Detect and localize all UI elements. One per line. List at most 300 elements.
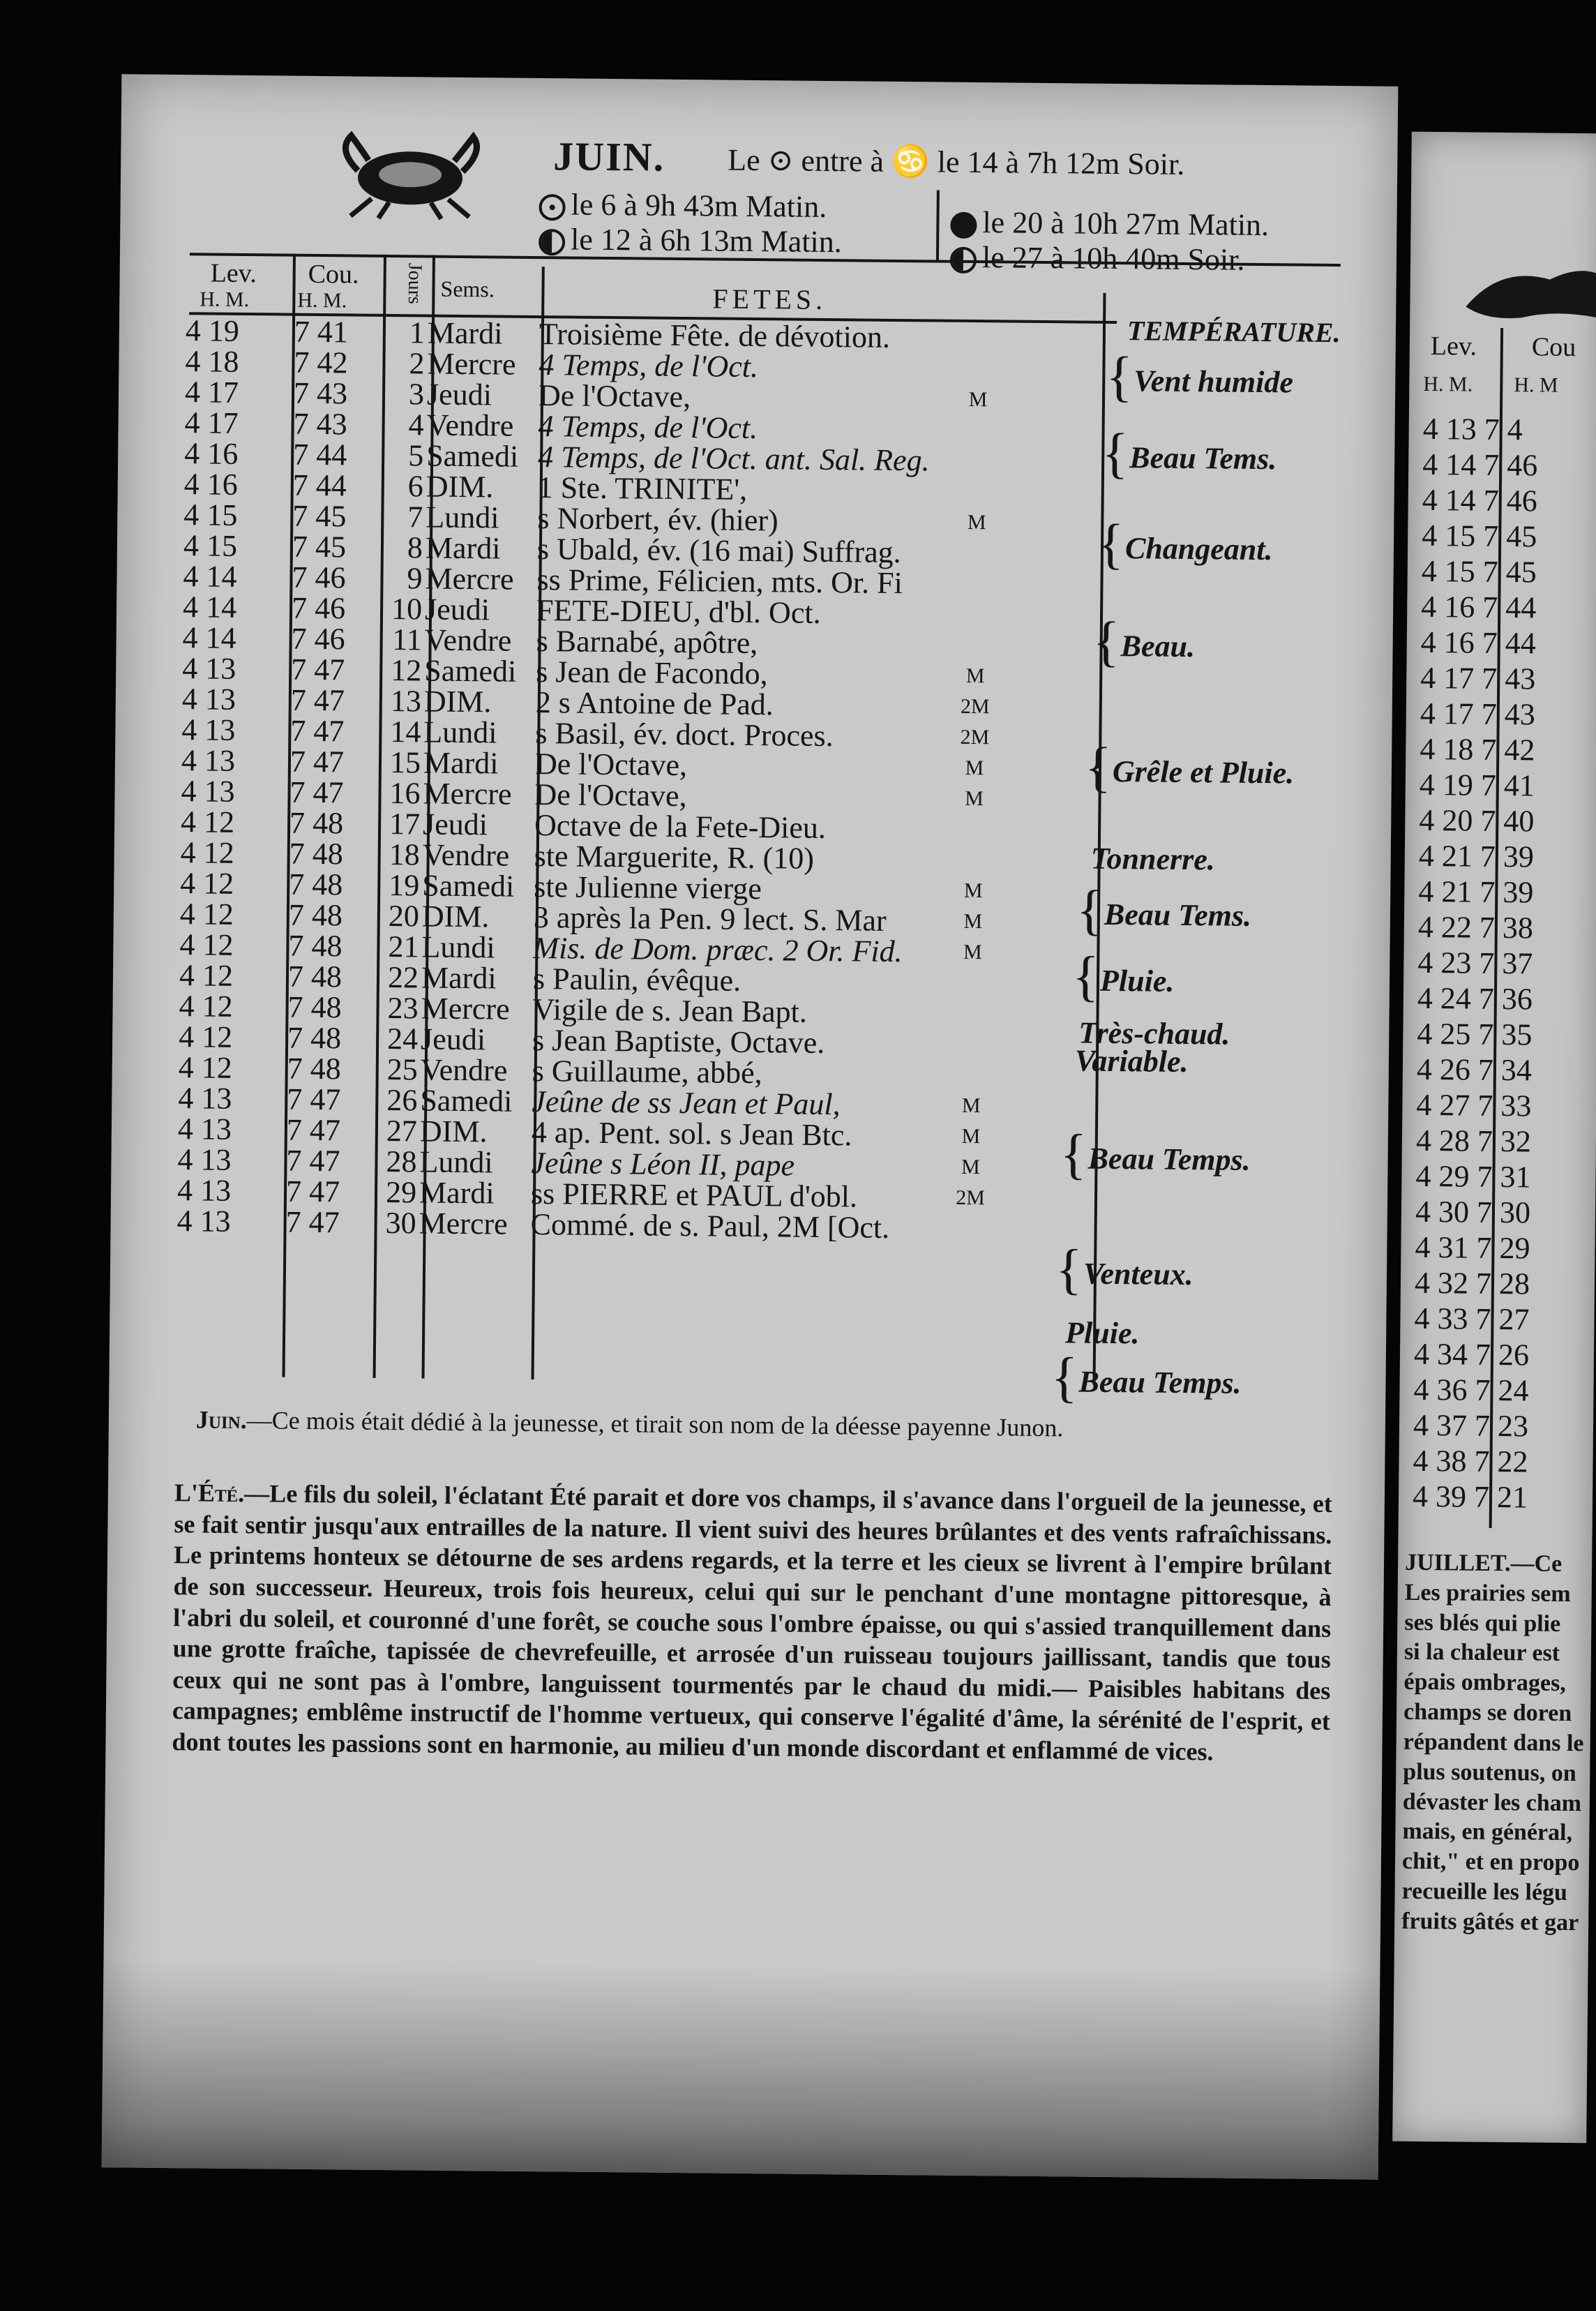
phase-row-1 — [539, 186, 827, 225]
sunrise-cell: 4 19 — [185, 313, 240, 348]
page-bottom-shadow — [102, 1958, 1380, 2180]
sunset-cell: 7 47 — [285, 1204, 340, 1240]
col-jours: Jours — [403, 262, 426, 305]
weekday-cell: DIM. — [421, 899, 490, 934]
month-title: JUIN. — [553, 133, 665, 180]
p2-time-cell: 4 13 7 4 — [1422, 411, 1523, 447]
p2-table-row — [1420, 660, 1535, 697]
p2-table-row — [1419, 802, 1534, 839]
sunrise-cell: 4 12 — [179, 989, 233, 1024]
weekday-cell: Lundi — [419, 1144, 493, 1180]
leo-icon — [1459, 250, 1596, 329]
weekday-cell: Vendre — [422, 837, 510, 873]
day-number-cell: 13 — [390, 684, 422, 719]
phase-4-text: le 27 à 10h 40m Soir. — [981, 240, 1245, 277]
sunset-cell: 7 46 — [291, 621, 345, 657]
mass-mark-cell: M — [963, 909, 983, 934]
day-number-cell: 14 — [390, 715, 421, 749]
p2-table-row — [1418, 874, 1533, 911]
weekday-cell: DIM. — [419, 1114, 488, 1149]
mass-mark-cell: M — [961, 1124, 981, 1149]
p2-text-line: dévaster les cham — [1402, 1788, 1582, 1816]
feast-cell: Jeûne de ss Jean et Paul, — [532, 1084, 841, 1122]
sunset-cell: 7 46 — [291, 590, 346, 626]
feast-cell: Troisième Fête. de dévotion. — [539, 317, 891, 354]
sunset-cell: 7 48 — [289, 867, 343, 902]
mass-mark-cell — [953, 814, 995, 846]
sunset-cell: 7 45 — [292, 498, 347, 534]
mass-mark-cell — [951, 1060, 993, 1091]
day-number-cell: 1 — [409, 315, 426, 350]
mass-mark-cell: M — [967, 510, 986, 534]
sunrise-cell: 4 13 — [176, 1173, 232, 1208]
sunrise-cell: 4 13 — [181, 743, 236, 778]
sunset-cell: 7 46 — [292, 560, 346, 595]
day-number-cell: 6 — [407, 469, 424, 504]
day-number-cell: 10 — [391, 592, 423, 627]
essay-text: —Le fils du soleil, l'éclatant Été parait et dore vos champs, il s'avance dans l'orgueil de la jeunesse, et se fait sentir jusqu'aux entrailles de la nature. Il vient suivi des heures brûlantes et des vents rafraîchissans. Le printems honteux se détourne de ses ardens regards, et la terre et les cieux se livrent à l'empire brûlant de son successeur. Heureux, trois fois heureux, celui qui sur le penchant d'une montagne pittoresque, à l'abri du soleil, et couronné d'une forêt, se couche sous l'ombre épaisse, ou qui s'assied tranquillement dans une grotte fraîche, tapissée de chevrefeuille, et arrosée d'un ruisseau toujours jaillissant, tandis que tous ceux qui ne sont pas à l'ombre, languissent tourmentés par le chaud du midi.— Paisibles habitans des campagnes; emblême instructif de l'homme vertueux, qui conserve l'égalité d'âme, la sérénité de l'esprit, et dont toutes les passions sont en harmonie, au milieu d'un monde discordant et enflammé de vices. — [172, 1479, 1333, 1766]
p2-time-cell: 4 21 7 39 — [1418, 838, 1535, 874]
mass-mark-cell: 2M — [960, 725, 990, 749]
weekday-cell: DIM. — [423, 684, 492, 719]
sunset-cell: 7 43 — [293, 406, 347, 442]
p2-time-cell: 4 27 7 33 — [1416, 1087, 1532, 1123]
sunrise-cell: 4 12 — [179, 958, 234, 993]
sunrise-cell: 4 13 — [182, 651, 236, 686]
mass-mark-cell — [956, 446, 998, 477]
mass-mark-cell — [952, 845, 994, 876]
day-number-cell: 7 — [407, 500, 423, 534]
sunset-cell: 7 47 — [286, 1143, 340, 1179]
day-number-cell: 8 — [407, 530, 423, 565]
p2-text-line: plus soutenus, on — [1403, 1758, 1576, 1786]
day-number-cell: 18 — [389, 837, 420, 872]
sunset-cell: 7 47 — [285, 1174, 340, 1209]
mass-mark-cell — [958, 323, 1000, 354]
day-number-cell: 3 — [408, 377, 425, 412]
temp-2: { Beau Tems. — [1101, 422, 1277, 485]
mass-mark-cell: M — [963, 878, 983, 903]
temp-9: Très-chaud. — [1078, 1015, 1230, 1052]
feast-cell: FETE-DIEU, d'bl. Oct. — [536, 593, 821, 630]
p2-table-row — [1413, 1407, 1528, 1444]
feast-cell: ss Prime, Félicien, mts. Or. Fi — [536, 562, 903, 601]
day-number-cell: 17 — [389, 807, 421, 842]
p2-text-line: champs se doren — [1403, 1698, 1572, 1727]
p2-table-row — [1420, 731, 1535, 768]
feast-cell: 1 Ste. TRINITE', — [537, 470, 748, 507]
p2-time-cell: 4 16 7 44 — [1420, 625, 1537, 661]
almanac-page-july-partial — [1392, 132, 1596, 2144]
weekday-cell: Vendre — [424, 622, 512, 658]
p2-time-cell: 4 25 7 35 — [1417, 1016, 1533, 1052]
p2-time-cell: 4 15 7 45 — [1422, 518, 1537, 554]
feast-cell: De l'Octave, — [534, 747, 688, 783]
mass-mark-cell — [949, 1213, 991, 1245]
p2-time-cell: 4 17 7 43 — [1420, 696, 1536, 732]
sunset-cell: 7 48 — [287, 989, 342, 1025]
p2-time-cell: 4 38 7 22 — [1413, 1443, 1528, 1479]
mass-mark-cell — [956, 415, 998, 447]
feast-cell: s Guillaume, abbé, — [532, 1054, 762, 1091]
p2-time-cell: 4 22 7 38 — [1417, 909, 1534, 945]
p2-table-row — [1413, 1479, 1528, 1516]
phase-row-2 — [539, 221, 842, 260]
sunset-cell: 7 44 — [292, 468, 347, 503]
day-number-cell: 9 — [407, 561, 423, 596]
mass-mark-cell: 2M — [956, 1186, 986, 1210]
p2-col-lev: Lev. — [1430, 331, 1477, 361]
mass-mark-cell: M — [965, 756, 984, 780]
sunset-cell: 7 48 — [289, 805, 344, 841]
almanac-page-june — [102, 74, 1399, 2179]
p2-col-cou: Cou — [1531, 332, 1576, 363]
feast-cell: s Paulin, évêque. — [532, 962, 741, 998]
mass-mark-cell: M — [965, 786, 984, 811]
phase-2-text: le 12 à 6h 13m Matin. — [570, 222, 843, 260]
mass-mark-cell — [951, 1029, 993, 1061]
p2-time-cell: 4 34 7 26 — [1413, 1336, 1530, 1373]
feast-cell: 4 Temps, de l'Oct. — [539, 347, 759, 384]
p2-text-line: Les prairies sem — [1404, 1579, 1571, 1607]
sunset-cell: 7 45 — [292, 529, 347, 564]
sunrise-cell: 4 12 — [180, 805, 235, 839]
mass-mark-cell: M — [963, 940, 982, 964]
temp-10: Variable. — [1074, 1043, 1189, 1079]
weekday-cell: Vendre — [420, 1052, 508, 1088]
col-hm-2: H. M. — [297, 288, 347, 313]
sunrise-cell: 4 13 — [181, 712, 236, 747]
temp-8: { Pluie. — [1071, 945, 1175, 1008]
phase-row-4 — [950, 239, 1245, 278]
mass-mark-cell: M — [968, 387, 988, 412]
first-quarter-icon — [539, 194, 565, 220]
weekday-cell: Samedi — [420, 1083, 513, 1119]
col-cou: Cou. — [308, 259, 359, 290]
month-note — [196, 1404, 1312, 1446]
feast-cell: De l'Octave, — [534, 777, 687, 814]
p2-table-row — [1413, 1372, 1528, 1409]
weekday-cell: Vendre — [426, 407, 514, 443]
sunrise-cell: 4 14 — [182, 590, 237, 625]
feast-cell: s Basil, év. doct. Proces. — [535, 716, 834, 754]
p2-text-line: mais, en général, — [1402, 1818, 1573, 1846]
sunrise-cell: 4 12 — [180, 835, 234, 870]
weekday-cell: Samedi — [424, 653, 517, 689]
mass-mark-cell — [955, 599, 997, 631]
sunset-cell: 7 48 — [287, 1020, 342, 1056]
p2-time-cell: 4 31 7 29 — [1415, 1229, 1530, 1266]
day-number-cell: 22 — [387, 960, 419, 995]
p2-time-cell: 4 33 7 27 — [1414, 1301, 1530, 1337]
feast-cell: Vigile de s. Jean Bapt. — [532, 992, 808, 1029]
weekday-cell: Samedi — [422, 868, 515, 904]
p2-time-cell: 4 32 7 28 — [1414, 1265, 1530, 1301]
day-number-cell: 23 — [387, 991, 419, 1026]
day-number-cell: 15 — [389, 745, 421, 780]
phase-row-3 — [950, 204, 1269, 243]
feast-cell: De l'Octave, — [538, 378, 691, 414]
p2-table-row — [1414, 1301, 1529, 1338]
note-label: Juin. — [195, 1405, 247, 1435]
sunset-cell: 7 43 — [293, 375, 348, 411]
sunrise-cell: 4 12 — [179, 897, 234, 932]
sunrise-cell: 4 12 — [178, 1050, 233, 1085]
col-sems: Sems. — [440, 276, 495, 302]
day-number-cell: 28 — [386, 1144, 417, 1179]
sunrise-cell: 4 12 — [180, 866, 234, 901]
sunset-cell: 7 41 — [294, 314, 349, 350]
feast-cell: s Jean Baptiste, Octave. — [532, 1023, 825, 1061]
mass-mark-cell: M — [965, 664, 985, 688]
mass-mark-cell — [956, 538, 998, 569]
p2-table-row — [1414, 1336, 1529, 1373]
mass-mark-cell — [951, 968, 993, 999]
p2-table-row — [1422, 447, 1537, 484]
feast-cell: Octave de la Fete-Dieu. — [534, 808, 827, 846]
p2-time-cell: 4 29 7 31 — [1415, 1158, 1531, 1195]
p2-table-row — [1417, 945, 1533, 982]
p2-time-cell: 4 20 7 40 — [1419, 802, 1535, 839]
cancer-crab-icon — [329, 128, 490, 220]
sunset-cell: 7 48 — [287, 959, 342, 994]
p2-text-line: fruits gâtés et gar — [1401, 1908, 1579, 1936]
day-number-cell: 24 — [386, 1022, 419, 1056]
p2-table-row — [1415, 1265, 1530, 1302]
col-lev: Lev. — [210, 258, 257, 289]
sunset-cell: 7 47 — [289, 775, 344, 810]
weekday-cell: Mardi — [423, 745, 499, 781]
weekday-cell: Jeudi — [426, 377, 492, 412]
temp-7: { Beau Tems. — [1076, 879, 1252, 941]
p2-col-hm-1: H. M. — [1423, 372, 1473, 396]
mass-mark-cell — [955, 569, 997, 600]
p2-table-row — [1421, 625, 1536, 661]
weekday-cell: Jeudi — [424, 592, 490, 627]
weekday-cell: Mercre — [427, 346, 516, 382]
day-number-cell: 29 — [385, 1174, 417, 1210]
p2-text-line: chit," et en propo — [1401, 1848, 1580, 1876]
weekday-cell: Samedi — [426, 438, 519, 474]
last-quarter-icon — [539, 229, 565, 255]
new-moon-icon — [950, 212, 977, 239]
p2-table-row — [1417, 1052, 1532, 1089]
p2-time-cell: 4 14 7 46 — [1422, 482, 1537, 518]
p2-time-cell: 4 19 7 41 — [1419, 767, 1535, 803]
feast-cell: Mis. de Dom. præc. 2 Or. Fid. — [533, 931, 903, 969]
sunrise-cell: 4 17 — [184, 375, 239, 410]
p2-time-cell: 4 21 7 39 — [1418, 874, 1534, 910]
p2-time-cell: 4 18 7 42 — [1420, 731, 1535, 768]
p2-text-line: si la chaleur est — [1403, 1639, 1560, 1667]
weekday-cell: Mardi — [419, 1175, 495, 1211]
weekday-cell: Lundi — [423, 715, 497, 750]
sunset-cell: 7 42 — [294, 345, 348, 380]
sunset-cell: 7 47 — [290, 682, 345, 718]
sunrise-cell: 4 13 — [178, 1081, 232, 1116]
temp-3: { Changeant. — [1097, 513, 1273, 576]
p2-time-cell: 4 26 7 34 — [1416, 1052, 1533, 1088]
calendar-table — [176, 315, 1000, 1244]
p2-time-cell: 4 36 7 24 — [1413, 1372, 1529, 1408]
p2-table-row — [1416, 1087, 1531, 1124]
mass-mark-cell: M — [961, 1155, 980, 1179]
temp-12: { Venteux. — [1055, 1239, 1194, 1301]
p2-col-hm-2: H. M — [1514, 373, 1558, 397]
phase-1-text: le 6 à 9h 43m Matin. — [571, 187, 827, 224]
p2-table-row — [1420, 696, 1535, 733]
p2-text-block — [1401, 1548, 1596, 1939]
temp-11: { Beau Temps. — [1060, 1123, 1251, 1186]
feast-cell: s Jean de Facondo, — [536, 655, 768, 691]
sunrise-cell: 4 13 — [177, 1142, 232, 1177]
day-number-cell: 20 — [388, 899, 420, 934]
day-number-cell: 30 — [385, 1205, 416, 1241]
col-fetes: FETES. — [712, 283, 827, 316]
feast-cell: 4 Temps, de l'Oct. ant. Sal. Reg. — [537, 440, 930, 478]
feast-cell: 4 ap. Pent. sol. s Jean Btc. — [531, 1114, 852, 1153]
weekday-cell: Mercre — [425, 561, 514, 597]
p2-text-line: répandent dans le — [1403, 1728, 1584, 1757]
mass-mark-cell — [954, 630, 996, 661]
p2-table-row — [1422, 482, 1537, 519]
col-temperature: TEMPÉRATURE. — [1127, 315, 1341, 349]
sunrise-cell: 4 12 — [178, 1019, 233, 1054]
p2-time-cell: 4 30 7 30 — [1415, 1194, 1531, 1230]
p2-table-row — [1417, 980, 1533, 1017]
sunrise-cell: 4 12 — [179, 927, 234, 962]
p2-table-row — [1415, 1194, 1530, 1231]
day-number-cell: 19 — [389, 868, 420, 903]
feast-cell: ste Marguerite, R. (10) — [534, 839, 815, 876]
p2-table-row — [1419, 838, 1534, 875]
day-number-cell: 25 — [386, 1052, 419, 1087]
p2-text-line: JUILLET.—Ce — [1404, 1549, 1563, 1577]
sunrise-cell: 4 16 — [183, 436, 239, 471]
sunset-cell: 7 47 — [290, 713, 345, 749]
sunrise-cell: 4 16 — [183, 467, 239, 502]
p2-table-row — [1418, 909, 1533, 946]
p2-table-row — [1417, 1016, 1532, 1053]
p2-time-cell: 4 37 7 23 — [1413, 1407, 1529, 1444]
weekday-cell: Jeudi — [420, 1022, 486, 1057]
p2-text-line: épais ombrages, — [1403, 1669, 1566, 1697]
feast-cell: Commé. de s. Paul, 2M [Oct. — [530, 1206, 890, 1245]
weekday-cell: Lundi — [426, 500, 499, 535]
weekday-cell: Mercre — [421, 991, 510, 1026]
sunset-cell: 7 47 — [286, 1112, 341, 1148]
p2-table-row — [1421, 589, 1536, 626]
feast-cell: ss PIERRE et PAUL d'obl. — [530, 1176, 858, 1214]
sunset-cell: 7 44 — [292, 437, 347, 472]
weekday-cell: DIM. — [426, 469, 494, 504]
feast-cell: ste Julienne vierge — [534, 869, 762, 906]
p2-table-row — [1422, 411, 1537, 448]
p2-table-row — [1415, 1158, 1530, 1195]
p2-table-row — [1420, 767, 1535, 804]
day-number-cell: 16 — [389, 776, 421, 811]
sunrise-cell: 4 13 — [176, 1204, 231, 1239]
p2-time-cell: 4 23 7 37 — [1417, 945, 1533, 981]
temp-13: Pluie. — [1064, 1315, 1140, 1351]
mass-mark-cell — [951, 999, 993, 1030]
day-number-cell: 5 — [407, 438, 424, 473]
feast-cell: s Barnabé, apôtre, — [536, 624, 758, 661]
sunrise-cell: 4 13 — [177, 1112, 232, 1146]
sunset-cell: 7 47 — [291, 652, 345, 687]
day-number-cell: 11 — [392, 622, 422, 657]
mass-mark-cell — [957, 354, 999, 385]
mass-mark-cell: 2M — [960, 694, 990, 719]
sunset-cell: 7 48 — [287, 1051, 342, 1086]
day-number-cell: 26 — [386, 1083, 418, 1118]
sunset-cell: 7 47 — [287, 1082, 341, 1117]
sunset-cell: 7 48 — [289, 836, 343, 872]
p2-text-line: recueille les légu — [1401, 1878, 1568, 1906]
sunrise-cell: 4 13 — [181, 682, 236, 717]
temp-4: { Beau. — [1092, 611, 1196, 673]
p2-time-cell: 4 28 7 32 — [1415, 1123, 1532, 1159]
table-row — [176, 1206, 991, 1244]
day-number-cell: 21 — [388, 929, 419, 964]
feast-cell: s Ubald, év. (16 mai) Suffrag. — [536, 532, 901, 570]
day-number-cell: 27 — [386, 1113, 418, 1149]
weekday-cell: Lundi — [421, 929, 495, 965]
p2-text-line: ses blés qui plie — [1404, 1609, 1561, 1637]
sunset-cell: 7 48 — [288, 928, 342, 964]
feast-cell: 3 après la Pen. 9 lect. S. Mar — [533, 900, 887, 938]
sunrise-cell: 4 15 — [183, 528, 238, 563]
temp-1: { Vent humide — [1105, 345, 1294, 408]
weekday-cell: Mardi — [421, 960, 497, 996]
sunrise-cell: 4 14 — [183, 559, 237, 594]
sun-entry-line: Le ⊙ entre à ♋ le 14 à 7h 12m Soir. — [728, 142, 1185, 181]
p2-time-cell: 4 15 7 45 — [1421, 553, 1537, 590]
p2-time-cell: 4 24 7 36 — [1417, 980, 1533, 1017]
day-number-cell: 2 — [409, 346, 425, 381]
day-number-cell: 12 — [391, 653, 422, 688]
p2-time-cell: 4 39 7 21 — [1412, 1479, 1528, 1515]
feast-cell: s Norbert, év. (hier) — [537, 501, 778, 538]
sunrise-cell: 4 18 — [185, 344, 239, 379]
p2-table-row — [1415, 1229, 1530, 1266]
sunrise-cell: 4 13 — [181, 774, 235, 809]
p2-time-cell: 4 16 7 44 — [1421, 589, 1537, 625]
p2-time-cell: 4 17 7 43 — [1420, 660, 1536, 696]
p2-table-row — [1422, 553, 1537, 590]
sunrise-cell: 4 17 — [184, 405, 239, 440]
sunset-cell: 7 48 — [288, 897, 343, 933]
sunrise-cell: 4 14 — [182, 620, 236, 655]
temp-5: { Grêle et Pluie. — [1084, 736, 1295, 798]
note-text: —Ce mois était dédié à la jeunesse, et tirait son nom de la déesse payenne Junon. — [246, 1406, 1064, 1442]
feast-cell: 4 Temps, de l'Oct. — [538, 409, 758, 446]
phase-3-text: le 20 à 10h 27m Matin. — [982, 205, 1270, 243]
p2-time-cell: 4 14 7 46 — [1422, 447, 1538, 483]
p2-table-row — [1416, 1123, 1531, 1160]
temp-14: { Beau Temps. — [1051, 1347, 1242, 1409]
header-divider — [936, 190, 940, 260]
p2-table-row — [1413, 1443, 1528, 1480]
p2-table-row — [1422, 518, 1537, 555]
col-hm-1: H. M. — [200, 287, 250, 312]
weekday-cell: Mardi — [425, 530, 501, 566]
weekday-cell: Mercre — [423, 776, 512, 812]
feast-cell: 2 s Antoine de Pad. — [535, 685, 774, 722]
p2-calendar-table — [1413, 411, 1538, 1516]
temp-6: Tonnerre. — [1090, 841, 1216, 877]
weekday-cell: Mardi — [427, 315, 503, 351]
